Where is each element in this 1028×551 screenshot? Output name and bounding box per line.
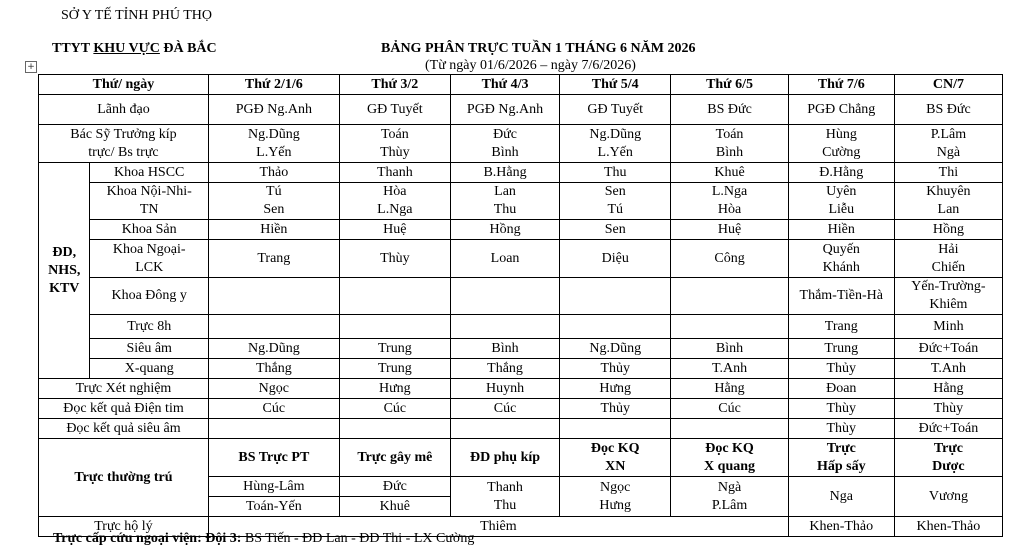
cell [671, 419, 788, 439]
cell: Sen Tú [560, 183, 671, 220]
row-ngoai [39, 240, 1003, 278]
cell: Thảo [208, 163, 339, 183]
cell: Trung [788, 339, 894, 359]
cell: Ngọc Hưng [560, 477, 671, 517]
resident-col-header: Đọc KQ XN [560, 439, 671, 477]
resident-col-header: Đọc KQ X quang [671, 439, 788, 477]
emergency-team-members: BS Tiến - ĐD Lan - ĐD Thi - LX Cường [241, 531, 475, 546]
row-resident-header [39, 439, 1003, 477]
cell: Thắm-Tiền-Hà [788, 278, 894, 315]
cell: Ngọc [208, 379, 339, 399]
row-doctors [39, 125, 1003, 163]
resident-col-header: Trực Dược [894, 439, 1002, 477]
cell: Nga [788, 477, 894, 517]
cell: Thủy [560, 359, 671, 379]
cell: Hòa L.Nga [339, 183, 450, 220]
table-header-row [39, 75, 1003, 95]
row-label: Siêu âm [90, 339, 208, 359]
resident-col-header: ĐD phụ kíp [450, 439, 559, 477]
cell: Khen-Thảo [894, 517, 1002, 537]
cell [339, 315, 450, 339]
row-label: Lãnh đạo [39, 95, 209, 125]
row-label: Trực Xét nghiệm [39, 379, 209, 399]
cell: Yến-Trường- Khiêm [894, 278, 1002, 315]
cell: Khuê [671, 163, 788, 183]
row-label: Khoa Ngoại- LCK [90, 240, 208, 278]
cell: Hùng Cường [788, 125, 894, 163]
col-header-wed: Thứ 4/3 [450, 75, 559, 95]
resident-col-header: Trực gây mê [339, 439, 450, 477]
cell: Cúc [208, 399, 339, 419]
cell: Bình [671, 339, 788, 359]
cell: Đ.Hằng [788, 163, 894, 183]
cell: Sen [560, 220, 671, 240]
row-kqsieuam [39, 419, 1003, 439]
resident-col-header: BS Trực PT [208, 439, 339, 477]
cell: Thùy [788, 399, 894, 419]
emergency-team-note [53, 531, 474, 547]
cell [208, 419, 339, 439]
row-san [39, 220, 1003, 240]
cell: PGĐ Chẳng [788, 95, 894, 125]
row-label: Khoa Nội-Nhi- TN [90, 183, 208, 220]
cell: Bình [450, 339, 559, 359]
cell: Thủy [560, 399, 671, 419]
row-label: Khoa HSCC [90, 163, 208, 183]
cell: Vương [894, 477, 1002, 517]
cell: Thanh Thu [450, 477, 559, 517]
row-hscc [39, 163, 1003, 183]
cell: Thùy [894, 399, 1002, 419]
cell [671, 315, 788, 339]
col-header-day: Thứ/ ngày [39, 75, 209, 95]
emergency-team-label: Trực cấp cứu ngoại viện: Đội 3: [53, 531, 242, 546]
cell: Huệ [339, 220, 450, 240]
cell: Huệ [671, 220, 788, 240]
cell: Uyên Liễu [788, 183, 894, 220]
row-label: Khoa Sản [90, 220, 208, 240]
cell: Đức+Toán [894, 419, 1002, 439]
cell: L.Nga Hòa [671, 183, 788, 220]
row-dientim [39, 399, 1003, 419]
cell: Toán Bình [671, 125, 788, 163]
cell: Loan [450, 240, 559, 278]
cell: Thu [560, 163, 671, 183]
cell: Trung [339, 339, 450, 359]
cell [450, 278, 559, 315]
cell: Quyến Khánh [788, 240, 894, 278]
row-label: Trực thường trú [39, 439, 209, 517]
table-move-handle-icon[interactable]: + [25, 61, 37, 73]
cell: Công [671, 240, 788, 278]
col-header-tue: Thứ 3/2 [339, 75, 450, 95]
cell: Hiền [208, 220, 339, 240]
cell [560, 278, 671, 315]
page-title: BẢNG PHÂN TRỰC TUẦN 1 THÁNG 6 NĂM 2026 [381, 41, 696, 56]
cell: Đức [339, 477, 450, 497]
row-leadership [39, 95, 1003, 125]
cell: PGĐ Ng.Anh [450, 95, 559, 125]
cell: Thắng [208, 359, 339, 379]
cell: Thắng [450, 359, 559, 379]
cell: Hiền [788, 220, 894, 240]
cell: Diệu [560, 240, 671, 278]
cell: Toán Thùy [339, 125, 450, 163]
cell: Minh [894, 315, 1002, 339]
col-header-thu: Thứ 5/4 [560, 75, 671, 95]
cell [339, 419, 450, 439]
cell: BS Đức [894, 95, 1002, 125]
row-label: Trực 8h [90, 315, 208, 339]
cell: Thủy [788, 359, 894, 379]
cell: Thiêm [208, 517, 788, 537]
cell [450, 419, 559, 439]
row-label: X-quang [90, 359, 208, 379]
cell: Khuê [339, 497, 450, 517]
cell [560, 419, 671, 439]
col-header-sun: CN/7 [894, 75, 1002, 95]
cell: Trang [208, 240, 339, 278]
org-name: SỞ Y TẾ TỈNH PHÚ THỌ [61, 8, 213, 23]
cell: Hồng [450, 220, 559, 240]
cell: Hồng [894, 220, 1002, 240]
cell: Cúc [671, 399, 788, 419]
cell [450, 315, 559, 339]
col-header-sat: Thứ 7/6 [788, 75, 894, 95]
cell: Tú Sen [208, 183, 339, 220]
cell: Cúc [339, 399, 450, 419]
cell: Thùy [339, 240, 450, 278]
cell: Hải Chiến [894, 240, 1002, 278]
row-noi [39, 183, 1003, 220]
row-sieuam [39, 339, 1003, 359]
cell: Hùng-Lâm [208, 477, 339, 497]
cell: T.Anh [894, 359, 1002, 379]
row-label: Đọc kết quả Điện tim [39, 399, 209, 419]
cell: Huynh [450, 379, 559, 399]
cell: Toán-Yến [208, 497, 339, 517]
cell: Hằng [671, 379, 788, 399]
col-header-fri: Thứ 6/5 [671, 75, 788, 95]
row-label: Khoa Đông y [90, 278, 208, 315]
cell: Ng.Dũng L.Yến [208, 125, 339, 163]
cell [671, 278, 788, 315]
row-label: Bác Sỹ Trưởng kíp trực/ Bs trực [39, 125, 209, 163]
row-xquang [39, 359, 1003, 379]
row-xetnghiem [39, 379, 1003, 399]
cell: Ng.Dũng [208, 339, 339, 359]
cell: GĐ Tuyết [339, 95, 450, 125]
cell: Lan Thu [450, 183, 559, 220]
cell: Thùy [788, 419, 894, 439]
cell [560, 315, 671, 339]
cell: Khen-Thảo [788, 517, 894, 537]
col-header-mon: Thứ 2/1/6 [208, 75, 339, 95]
cell: Thi [894, 163, 1002, 183]
cell: Đức+Toán [894, 339, 1002, 359]
cell: Thanh [339, 163, 450, 183]
page-subtitle: (Từ ngày 01/6/2026 – ngày 7/6/2026) [425, 58, 636, 73]
staff-group-label: ĐD, NHS, KTV [39, 163, 90, 379]
cell: B.Hằng [450, 163, 559, 183]
cell: Ng.Dũng [560, 339, 671, 359]
org-unit-b: KHU VỰC [93, 41, 160, 56]
cell: Đức Bình [450, 125, 559, 163]
row-label: Trực hộ lý [39, 517, 209, 537]
cell: PGĐ Ng.Anh [208, 95, 339, 125]
cell: Hưng [560, 379, 671, 399]
cell: GĐ Tuyết [560, 95, 671, 125]
cell: Khuyên Lan [894, 183, 1002, 220]
cell: BS Đức [671, 95, 788, 125]
row-truc8h [39, 315, 1003, 339]
cell [339, 278, 450, 315]
cell [208, 278, 339, 315]
org-unit [52, 41, 217, 57]
cell: T.Anh [671, 359, 788, 379]
duty-schedule-table [38, 74, 1003, 537]
cell: Trung [339, 359, 450, 379]
org-unit-a: TTYT [52, 41, 90, 56]
resident-col-header: Trực Hấp sấy [788, 439, 894, 477]
cell: Cúc [450, 399, 559, 419]
row-dongy [39, 278, 1003, 315]
cell: Ngà P.Lâm [671, 477, 788, 517]
cell: Đoan [788, 379, 894, 399]
cell: Ng.Dũng L.Yến [560, 125, 671, 163]
cell: Hằng [894, 379, 1002, 399]
cell: Trang [788, 315, 894, 339]
cell: Hưng [339, 379, 450, 399]
cell [208, 315, 339, 339]
row-label: Đọc kết quả siêu âm [39, 419, 209, 439]
cell: P.Lâm Ngà [894, 125, 1002, 163]
org-unit-c: ĐÀ BẮC [163, 41, 217, 56]
